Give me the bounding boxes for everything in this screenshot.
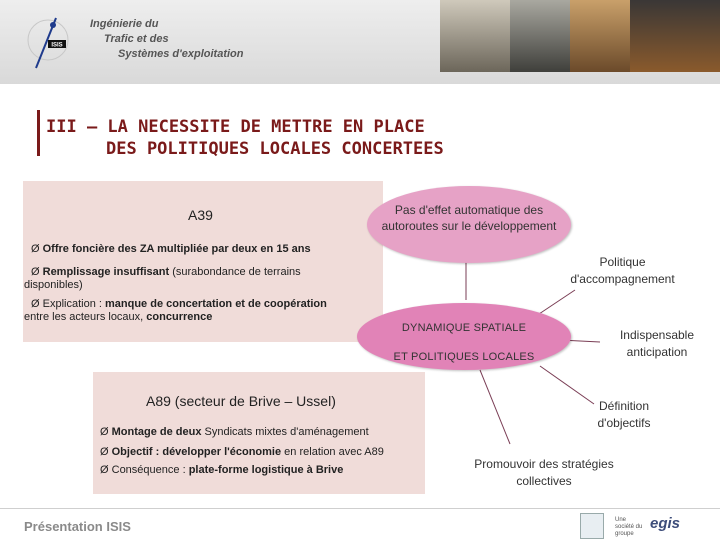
page-title-line-2: DES POLITIQUES LOCALES CONCERTEES	[106, 139, 444, 159]
a89-item-2: Ø Objectif : développer l'économie en relation avec A89	[100, 446, 384, 458]
bullet-icon: Ø	[31, 243, 40, 255]
bullet-icon: Ø	[100, 446, 109, 458]
node-center-line-1: DYNAMIQUE SPATIALE	[401, 322, 527, 334]
header-line-3: Systèmes d'exploitation	[118, 48, 244, 60]
bullet-icon: Ø	[100, 426, 109, 438]
a39-item-3-cont: entre les acteurs locaux, concurrence	[24, 311, 213, 323]
a39-item-2-cont: disponibles)	[24, 279, 83, 291]
label-politique-accompagnement: Politique d'accompagnement	[570, 255, 675, 286]
header-line-2: Trafic et des	[104, 33, 169, 45]
node-effet-label: Pas d'effet automatique des autoroutes sur le développement	[381, 203, 557, 233]
bullet-icon: Ø	[100, 464, 109, 476]
node-center-line-2: ET POLITIQUES LOCALES	[393, 351, 535, 363]
a39-item-3: Ø Explication : manque de concertation et de coopération	[31, 298, 327, 310]
label-strategies-collectives: Promouvoir des stratégies collectives	[474, 457, 614, 488]
a39-item-1: Ø Offre foncière des ZA multipliée par deux en 15 ans	[31, 243, 311, 255]
partner-caption: Une société du groupe	[615, 517, 643, 537]
a39-item-2: Ø Remplissage insuffisant (surabondance de terrains	[31, 266, 301, 278]
isis-small-logo	[580, 513, 604, 539]
svg-text:ISIS: ISIS	[51, 42, 63, 49]
label-definition-objectifs: Définition d'objectifs	[597, 399, 651, 430]
a39-heading: A39	[188, 207, 213, 223]
label-indispensable-anticipation: Indispensable anticipation	[619, 328, 695, 359]
header-line-1: Ingénierie du	[90, 18, 159, 30]
a89-heading: A89 (secteur de Brive – Ussel)	[146, 393, 336, 409]
page-title-line-1: III – LA NECESSITE DE METTRE EN PLACE	[46, 117, 425, 137]
footer-divider	[0, 508, 720, 509]
bullet-icon: Ø	[31, 266, 40, 278]
a89-item-1: Ø Montage de deux Syndicats mixtes d'aménagement	[100, 426, 369, 438]
egis-logo: egis	[650, 515, 681, 532]
bullet-icon: Ø	[31, 298, 40, 310]
footer-title: Présentation ISIS	[24, 519, 131, 534]
a89-item-3: Ø Conséquence : plate-forme logistique à Brive	[100, 464, 344, 476]
